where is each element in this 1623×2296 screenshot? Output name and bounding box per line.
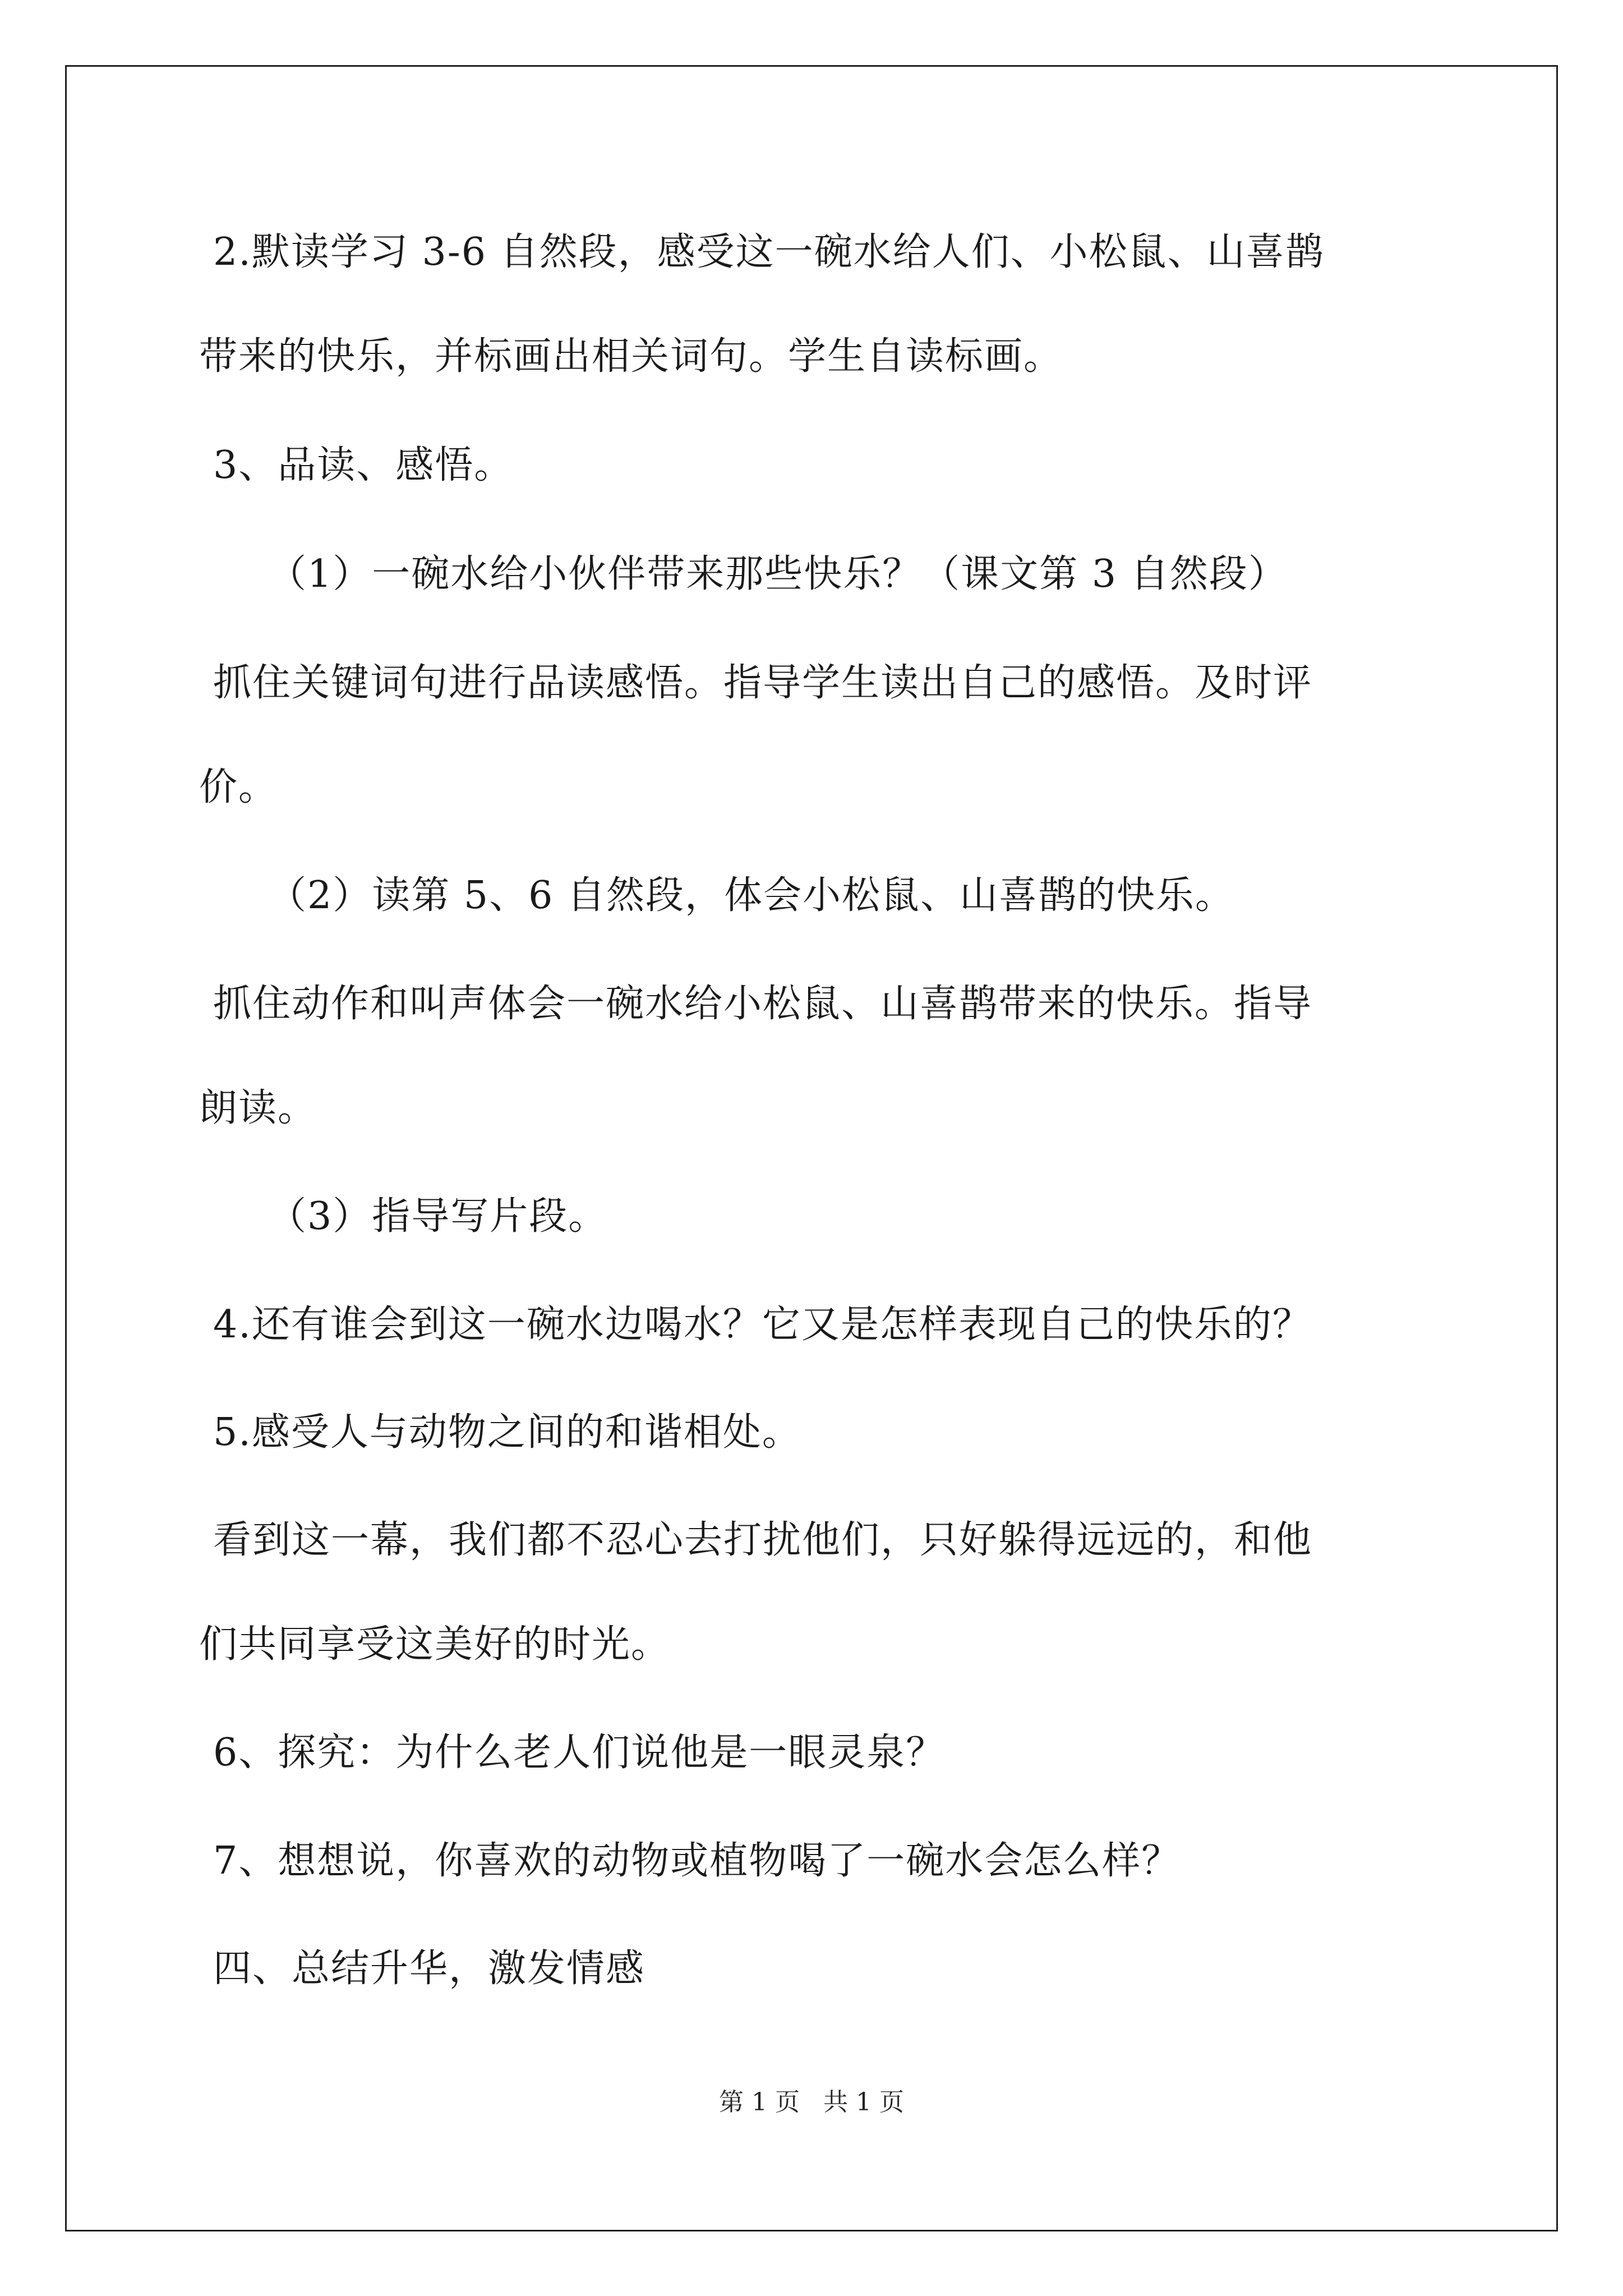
paragraph-line: 3、品读、感悟。 [213,443,514,487]
page-frame [65,65,1558,2231]
paragraph-line: 们共同享受这美好的时光。 [199,1622,671,1667]
page-footer [0,2087,1623,2118]
paragraph-line: 看到这一幕，我们都不忍心去打扰他们，只好躲得远远的，和他 [213,1518,1313,1562]
paragraph-line: 四、总结升华，激发情感 [213,1947,645,1991]
paragraph-line: 5.感受人与动物之间的和谐相处。 [213,1410,801,1455]
paragraph-line: 4.还有谁会到这一碗水边喝水？它又是怎样表现自己的快乐的？ [213,1303,1312,1347]
paragraph-line: 抓住关键词句进行品读感悟。指导学生读出自己的感悟。及时评 [213,661,1313,705]
paragraph-line: 价。 [199,765,278,809]
paragraph-line: （1）一碗水给小伙伴带来那些快乐？（课文第 3 自然段） [268,552,1288,596]
paragraph-line: 带来的快乐，并标画出相关词句。学生自读标画。 [199,334,1063,379]
paragraph-line: 6、探究：为什么老人们说他是一眼灵泉？ [213,1731,946,1775]
paragraph-line: 7、想想说，你喜欢的动物或植物喝了一碗水会怎么样？ [213,1839,1181,1883]
paragraph-line: （2）读第 5、6 自然段，体会小松鼠、山喜鹊的快乐。 [268,873,1235,918]
page-number-total: 共 1 页 [823,2088,904,2116]
paragraph-line: 抓住动作和叫声体会一碗水给小松鼠、山喜鹊带来的快乐。指导 [213,982,1313,1026]
paragraph-line: （3）指导写片段。 [268,1194,608,1239]
page-number-current: 第 1 页 [719,2088,800,2116]
paragraph-line: 朗读。 [199,1086,317,1130]
paragraph-line: 2.默读学习 3-6 自然段，感受这一碗水给人们、小松鼠、山喜鹊 [213,230,1325,274]
